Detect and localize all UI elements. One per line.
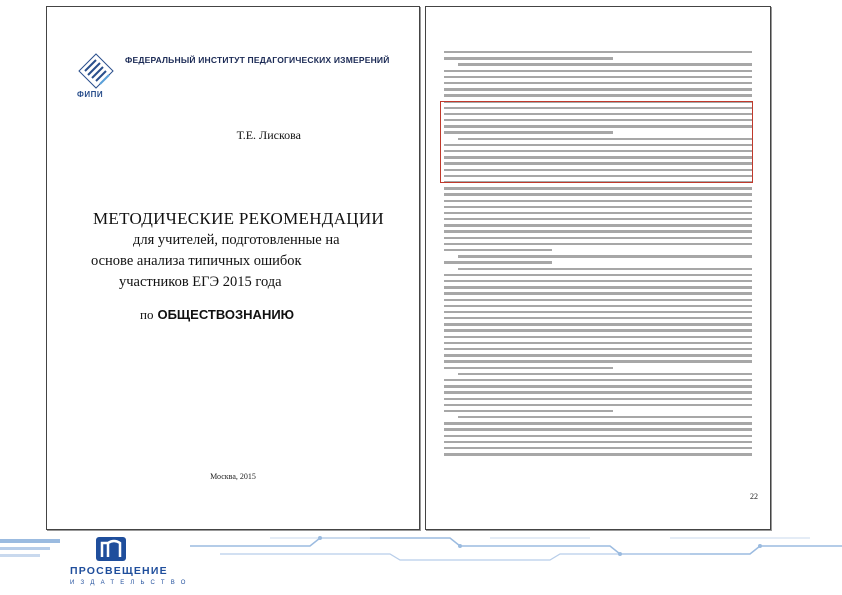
publisher-brand: ПРОСВЕЩЕНИЕ (70, 565, 168, 577)
text-line (444, 218, 752, 220)
text-line (444, 187, 752, 189)
text-line (458, 63, 752, 65)
logo-caption: ФИПИ (77, 90, 104, 99)
text-line (444, 206, 752, 208)
prosveshchenie-logo-icon (94, 535, 128, 563)
text-line (444, 441, 752, 443)
subtitle-line-2: основе анализа типичных ошибок (91, 253, 302, 269)
text-line (444, 76, 752, 78)
text-line (444, 237, 752, 239)
document-title: МЕТОДИЧЕСКИЕ РЕКОМЕНДАЦИИ (93, 209, 384, 228)
text-line (444, 422, 752, 424)
text-line (444, 224, 752, 226)
text-line (444, 212, 752, 214)
text-line (444, 193, 752, 195)
text-line (444, 342, 752, 344)
text-line (458, 416, 752, 418)
decorative-bars-icon (0, 537, 60, 595)
text-line (444, 317, 752, 319)
subtitle-line-1: для учителей, подготовленные на (133, 232, 340, 248)
text-line (444, 336, 752, 338)
text-line (444, 311, 752, 313)
text-line (444, 428, 752, 430)
text-line (444, 70, 752, 72)
text-line (444, 88, 752, 90)
text-line (444, 329, 752, 331)
subject-name: ОБЩЕСТВОЗНАНИЮ (157, 307, 295, 322)
subtitle-line-3: участников ЕГЭ 2015 года (119, 274, 282, 290)
text-line (444, 385, 752, 387)
text-line (444, 410, 613, 412)
text-line (444, 305, 752, 307)
city-year: Москва, 2015 (210, 472, 256, 481)
text-line (444, 435, 752, 437)
title-page (46, 6, 420, 530)
text-line (444, 323, 752, 325)
author-name: Т.Е. Лискова (236, 128, 301, 142)
institute-name: ФЕДЕРАЛЬНЫЙ ИНСТИТУТ ПЕДАГОГИЧЕСКИХ ИЗМЕРЕНИЙ (125, 55, 390, 65)
text-line (444, 367, 613, 369)
text-line (458, 255, 752, 257)
text-line (444, 404, 752, 406)
text-line (444, 379, 752, 381)
text-line (444, 292, 752, 294)
highlight-box (440, 101, 753, 183)
text-line (444, 299, 752, 301)
subject-prefix: по (140, 307, 154, 322)
publisher-subtitle: ИЗДАТЕЛЬСТВО (70, 580, 192, 586)
text-line (444, 286, 752, 288)
fipi-logo-icon (77, 52, 115, 90)
text-line (444, 230, 752, 232)
text-line (444, 51, 752, 53)
page-number: 22 (750, 492, 758, 501)
text-line (444, 354, 752, 356)
text-line (444, 447, 752, 449)
subject-line (140, 307, 294, 323)
text-line (444, 249, 552, 251)
text-line (444, 243, 752, 245)
text-line (444, 348, 752, 350)
circuit-pattern-icon (190, 532, 842, 562)
text-line (444, 274, 752, 276)
text-line (444, 57, 613, 59)
text-line (458, 373, 752, 375)
text-line (444, 261, 552, 263)
text-line (444, 398, 752, 400)
text-line (444, 94, 752, 96)
text-line (458, 268, 752, 270)
text-line (444, 360, 752, 362)
content-page (425, 6, 771, 530)
text-line (444, 280, 752, 282)
text-line (444, 82, 752, 84)
text-line (444, 200, 752, 202)
text-line (444, 391, 752, 393)
text-line (444, 453, 752, 455)
